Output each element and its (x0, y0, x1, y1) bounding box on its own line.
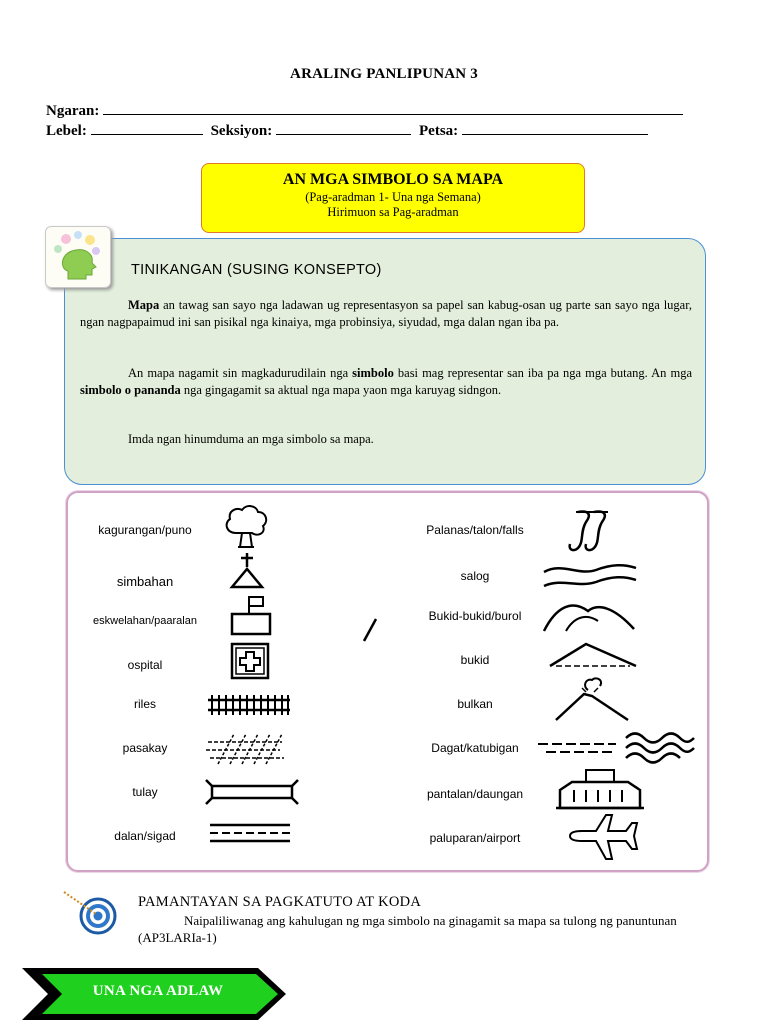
concept-heading: TINIKANGAN (SUSING KONSEPTO) (131, 262, 382, 278)
symbol-label-hospital: ospital (127, 658, 163, 672)
lesson-subtitle-2: Hirimuon sa Pag-aradman (327, 205, 459, 219)
hospital-icon (230, 642, 270, 680)
volcano-icon (552, 674, 632, 724)
section-label: Seksiyon: (210, 123, 273, 139)
symbol-label-road: dalan/sigad (114, 829, 176, 843)
p3-text: Imda ngan hinumduma an mga simbolo sa mapa. (128, 432, 374, 446)
p1-text: an tawag san sayo nga ladawan ug representasyon sa papel san kabug-osan ug parte san sayo nga lugar, ngan nagpapaimud ini san pisikal nga kinaiya, mga probinsiya, siyudad, mga dalan ngan iba pa. (80, 298, 692, 329)
railway-icon (206, 692, 292, 718)
section-blank[interactable] (276, 120, 411, 135)
river-icon (542, 560, 638, 590)
name-line (46, 100, 687, 120)
symbol-label-airport: paluparan/airport (429, 831, 521, 845)
symbol-label-hills: Bukid-bukid/burol (428, 609, 522, 623)
airplane-icon (566, 812, 642, 862)
slash-mark (360, 616, 380, 644)
waterfall-icon (564, 508, 614, 554)
mountain-icon (546, 640, 640, 670)
level-label: Lebel: (46, 123, 87, 139)
standard-text: Naipaliliwanag ang kahulugan ng mga simbolo na ginagamit sa mapa sa tulong ng panuntunan (AP3LARIa-1) (138, 913, 677, 945)
symbol-label-volcano: bulkan (457, 697, 493, 711)
symbol-label-school: eskwelahan/paaralan (93, 615, 197, 627)
standard-body (138, 912, 708, 946)
bridge-icon (204, 776, 300, 808)
tree-icon (222, 503, 270, 549)
target-icon (62, 886, 120, 944)
concept-paragraph-1 (80, 297, 692, 331)
standard-heading: PAMANTAYAN SA PAGKATUTO AT KODA (138, 894, 422, 910)
name-label: Ngaran: (46, 103, 100, 119)
symbol-label-mountain: bukid (460, 653, 490, 667)
level-line (46, 120, 652, 140)
school-icon (228, 594, 274, 636)
symbol-label-church: simbahan (116, 574, 174, 589)
concept-paragraph-3 (80, 431, 692, 448)
pananda-term: simbolo o pananda (80, 383, 181, 397)
hills-icon (542, 597, 636, 633)
road-icon (208, 822, 292, 844)
rice-field-icon (204, 732, 290, 766)
symbol-label-railway: riles (133, 697, 156, 711)
name-blank[interactable] (103, 100, 683, 115)
lesson-title-box (201, 163, 585, 233)
church-icon (228, 551, 266, 591)
symbol-label-rice-field: pasakay (122, 741, 168, 755)
lesson-subtitle: (Pag-aradman 1- Una nga Semana) (305, 190, 481, 204)
sea-icon (536, 730, 696, 762)
date-blank[interactable] (462, 120, 648, 135)
port-icon (554, 768, 646, 810)
day-banner-label: UNA NGA ADLAW (92, 983, 224, 999)
worksheet-title: ARALING PANLIPUNAN 3 (290, 66, 478, 82)
simbolo-term: simbolo (352, 366, 394, 380)
symbol-label-sea: Dagat/katubigan (431, 741, 519, 755)
date-label: Petsa: (419, 123, 459, 139)
p2-text-a: An mapa nagamit sin magkadurudilain nga (128, 366, 353, 380)
lesson-title: AN MGA SIMBOLO SA MAPA (282, 171, 504, 188)
concept-paragraph-2 (80, 365, 692, 399)
level-blank[interactable] (91, 120, 203, 135)
p2-text-d: nga gingagamit sa aktual nga mapa yaon mga karuyag sidngon. (180, 383, 502, 397)
symbol-label-bridge: tulay (132, 785, 158, 799)
symbol-label-river: salog (460, 569, 490, 583)
mapa-term: Mapa (128, 298, 160, 312)
symbol-label-waterfall: Palanas/talon/falls (426, 523, 524, 537)
p2-text-c: basi mag representar san iba pa nga mga butang. An mga (393, 366, 692, 380)
thinking-head-icon (45, 226, 111, 288)
symbol-label-port: pantalan/daungan (426, 787, 524, 801)
symbol-label-tree: kagurangan/puno (98, 523, 192, 537)
